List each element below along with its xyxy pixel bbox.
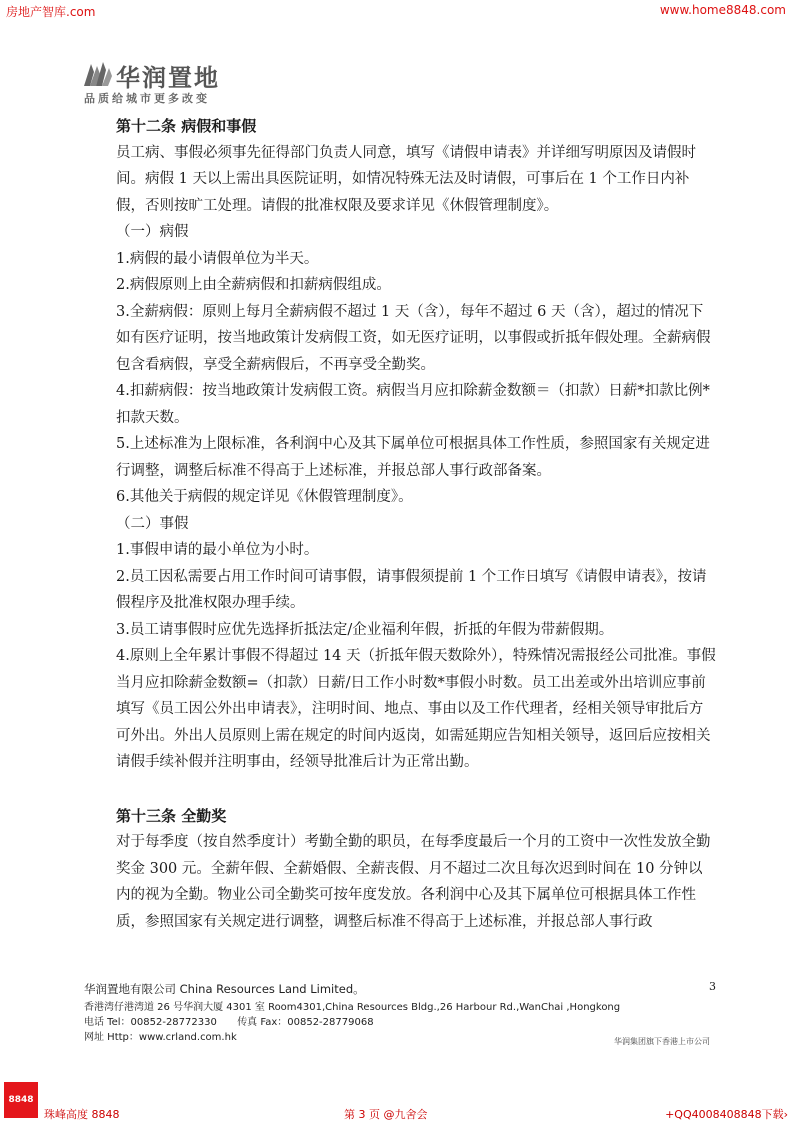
site-link-left[interactable]: 房地产智库.com <box>6 5 96 19</box>
logo-mark-icon <box>84 60 112 86</box>
site-badge[interactable]: 8848 <box>4 1082 38 1118</box>
page-indicator: 第 3 页 @九舍会 <box>344 1108 428 1121</box>
bottom-left-link[interactable]: 珠峰高度 8848 <box>44 1108 120 1121</box>
footer-contacts <box>84 1013 564 1043</box>
paragraph: （一）病假 <box>116 224 189 240</box>
paragraph: 3.全薪病假：原则上每月全薪病假不超过 1 天（含），每年不超过 6 天（含），超过的情况下如有医疗证明，按当地政策计发病假工资，如无医疗证明，以事假或折抵年假处理。全薪病假包含看病假，享受全薪病假后，不再享受全勤奖。 <box>116 303 711 373</box>
group-note: 华润集团旗下香港上市公司 <box>614 1037 710 1046</box>
paragraph: 4.原则上全年累计事假不得超过 14 天（折抵年假天数除外），特殊情况需报经公司批准。事假当月应扣除薪金数额=（扣款）日薪/日工作小时数*事假小时数。员工出差或外出培训应事前填写《员工因公外出申请表》，注明时间、地点、事由以及工作代理者，经相关领导审批后方可外出。外出人员原则上需在规定的时间内返岗，如需延期应告知相关领导，返回后应按相关请假手续补假并注明事由，经领导批准后计为正常出勤。 <box>116 648 716 770</box>
paragraph: 员工病、事假必须事先征得部门负责人同意，填写《请假申请表》并详细写明原因及请假时间。病假 1 天以上需出具医院证明，如情况特殊无法及时请假，可事后在 1 个工作日内补假，否则按旷工处理。请假的批准权限及要求详见《休假管理制度》。 <box>116 144 696 214</box>
paragraph: 3.员工请事假时应优先选择折抵法定/企业福利年假，折抵的年假为带薪假期。 <box>116 621 614 638</box>
paragraph: 6.其他关于病假的规定详见《休假管理制度》。 <box>116 489 413 505</box>
download-link[interactable]: +QQ4008408848下载› <box>665 1108 788 1121</box>
section-heading: 第十三条 全勤奖 <box>116 806 227 825</box>
bottom-bar <box>0 1095 794 1123</box>
logo-slogan: 品质给城市更多改变 <box>84 92 210 105</box>
paragraph: 2.病假原则上由全薪病假和扣薪病假组成。 <box>116 277 391 293</box>
section-heading: 第十二条 病假和事假 <box>116 117 257 135</box>
company-logo <box>84 58 254 108</box>
footer-company: 华润置地有限公司 China Resources Land Limited。 <box>84 982 365 996</box>
page-number: 3 <box>709 980 716 993</box>
paragraph: 5.上述标准为上限标准，各利润中心及其下属单位可根据具体工作性质，参照国家有关规定进行调整，调整后标准不得高于上述标准，并报总部人事行政部备案。 <box>116 436 710 479</box>
footer-fax: 传真 Fax：00852-28779068 <box>237 1017 374 1028</box>
logo-name: 华润置地 <box>116 64 220 92</box>
paragraph: 1.事假申请的最小单位为小时。 <box>116 542 319 558</box>
paragraph: （二）事假 <box>116 515 189 532</box>
footer-address: 香港湾仔港湾道 26 号华润大厦 4301 室 Room4301,China Resources Bldg.,26 Harbour Rd.,WanChai ,Hongkong <box>84 1002 621 1013</box>
paragraph: 4.扣薪病假：按当地政策计发病假工资。病假当月应扣除薪金数额＝（扣款）日薪*扣款比例*扣款天数。 <box>116 383 710 426</box>
document-body <box>116 113 716 935</box>
paragraph: 对于每季度（按自然季度计）考勤全勤的职员，在每季度最后一个月的工资中一次性发放全勤奖金 300 元。全薪年假、全薪婚假、全薪丧假、月不超过二次且每次迟到时间在 10 分钟以内的视为全勤。物业公司全勤奖可按年度发放。各利润中心及其下属单位可根据具体工作性质，参照国家有关规定进行调整，调整后标准不得高于上述标准，并报总部人事行政 <box>116 834 711 930</box>
paragraph: 2.员工因私需要占用工作时间可请事假，请事假须提前 1 个工作日填写《请假申请表》，按请假程序及批准权限办理手续。 <box>116 568 707 611</box>
site-link-right[interactable]: www.home8848.com <box>659 3 786 17</box>
paragraph: 1.病假的最小请假单位为半天。 <box>116 250 319 267</box>
spacer <box>116 776 716 803</box>
footer-tel: 电话 Tel：00852-28772330 <box>84 1017 217 1028</box>
footer-web[interactable]: 网址 Http：www.crland.com.hk <box>84 1032 237 1043</box>
